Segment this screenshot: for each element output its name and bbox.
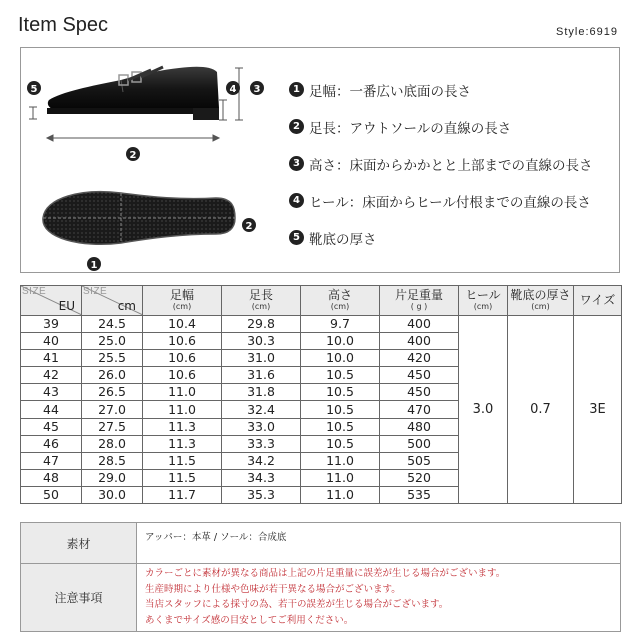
header-heel: ヒール (cm): [459, 286, 508, 316]
legend-item: [289, 71, 619, 108]
table-cell: 11.3: [143, 435, 222, 452]
table-cell: 10.0: [301, 350, 380, 367]
number-badge: 5: [289, 230, 304, 245]
table-cell: 40: [21, 333, 82, 350]
table-cell: 50: [21, 486, 82, 503]
legend-text: ヒール：床面からヒール付根までの直線の長さ: [309, 194, 591, 211]
table-cell: 48: [21, 469, 82, 486]
table-cell: 400: [380, 333, 459, 350]
table-cell: 10.5: [301, 384, 380, 401]
table-cell: 39: [21, 316, 82, 333]
number-badge: 1: [289, 82, 304, 97]
notes-table: [20, 522, 621, 632]
legend-text: 足幅：一番広い底面の長さ: [309, 83, 471, 100]
svg-text:4: 4: [229, 84, 237, 95]
table-cell: 33.0: [222, 418, 301, 435]
measurement-legend: [289, 71, 619, 256]
legend-text: 足長：アウトソールの直線の長さ: [309, 120, 512, 137]
table-cell: 42: [21, 367, 82, 384]
table-cell: 10.0: [301, 333, 380, 350]
header-width-fit: ワイズ: [574, 286, 622, 316]
table-cell: 35.3: [222, 486, 301, 503]
legend-item: [289, 182, 619, 219]
material-value: アッパー：本革 / ソール：合成底: [137, 523, 621, 564]
table-cell: 500: [380, 435, 459, 452]
legend-text: 靴底の厚さ: [309, 231, 377, 248]
header-foot-length: 足長 (cm): [222, 286, 301, 316]
table-cell: 27.5: [82, 418, 143, 435]
table-cell: 34.3: [222, 469, 301, 486]
table-cell: 25.5: [82, 350, 143, 367]
table-cell: 10.6: [143, 333, 222, 350]
table-cell: 47: [21, 452, 82, 469]
table-cell: 28.5: [82, 452, 143, 469]
table-cell: 420: [380, 350, 459, 367]
shoe-sole-view: [43, 192, 235, 245]
shoe-diagram: [21, 48, 301, 272]
table-cell: 480: [380, 418, 459, 435]
table-cell: 31.8: [222, 384, 301, 401]
table-cell: 10.4: [143, 316, 222, 333]
number-badge: 3: [289, 156, 304, 171]
table-cell: 30.0: [82, 486, 143, 503]
diagram-marker-5: [27, 81, 41, 95]
legend-item: [289, 108, 619, 145]
shoe-side-view: [47, 67, 219, 120]
table-cell: 29.0: [82, 469, 143, 486]
header-size-eu: SIZE EU: [21, 286, 82, 316]
table-cell: 9.7: [301, 316, 380, 333]
table-cell: 45: [21, 418, 82, 435]
table-cell: 11.0: [301, 486, 380, 503]
header-height: 高さ (cm): [301, 286, 380, 316]
table-cell: 450: [380, 384, 459, 401]
table-cell: 10.5: [301, 401, 380, 418]
table-cell: 11.0: [301, 469, 380, 486]
header-sole-thickness: 靴底の厚さ (cm): [508, 286, 574, 316]
table-cell: 28.0: [82, 435, 143, 452]
table-cell: 11.0: [301, 452, 380, 469]
table-cell: 30.3: [222, 333, 301, 350]
diagram-marker-1: [87, 257, 101, 271]
table-cell: 11.5: [143, 452, 222, 469]
table-cell: 26.0: [82, 367, 143, 384]
table-cell: 11.3: [143, 418, 222, 435]
table-cell: 11.0: [143, 401, 222, 418]
legend-item: [289, 219, 619, 256]
number-badge: 2: [289, 119, 304, 134]
table-cell: 11.7: [143, 486, 222, 503]
table-cell: 31.0: [222, 350, 301, 367]
table-cell: 470: [380, 401, 459, 418]
diagram-marker-2-side: [126, 147, 140, 161]
caution-line: 当店スタッフによる採寸の為、若干の誤差が生じる場合がございます。: [145, 599, 449, 610]
merged-width-cell: 3E: [574, 316, 622, 504]
table-cell: 10.5: [301, 367, 380, 384]
spec-diagram-box: [20, 47, 620, 273]
table-cell: 10.5: [301, 418, 380, 435]
diagram-marker-2-sole: [242, 218, 256, 232]
diagram-marker-3: [250, 81, 264, 95]
table-cell: 41: [21, 350, 82, 367]
table-cell: 450: [380, 367, 459, 384]
table-cell: 11.0: [143, 384, 222, 401]
table-cell: 10.6: [143, 350, 222, 367]
table-cell: 33.3: [222, 435, 301, 452]
table-cell: 32.4: [222, 401, 301, 418]
header-foot-width: 足幅 (cm): [143, 286, 222, 316]
table-cell: 46: [21, 435, 82, 452]
size-table: [20, 285, 622, 504]
style-code: Style:6919: [556, 26, 618, 38]
svg-text:1: 1: [90, 260, 98, 271]
size-table-body: [21, 316, 622, 504]
table-cell: 535: [380, 486, 459, 503]
table-cell: 43: [21, 384, 82, 401]
table-cell: 520: [380, 469, 459, 486]
merged-heel-cell: 3.0: [459, 316, 508, 504]
table-cell: 400: [380, 316, 459, 333]
table-cell: 10.5: [301, 435, 380, 452]
legend-item: [289, 145, 619, 182]
legend-text: 高さ：床面からかかとと上部までの直線の長さ: [309, 157, 593, 174]
svg-text:2: 2: [245, 221, 253, 232]
header-size-cm: SIZE cm: [82, 286, 143, 316]
table-cell: 24.5: [82, 316, 143, 333]
header-weight: 片足重量 ( g ): [380, 286, 459, 316]
svg-text:3: 3: [253, 84, 261, 95]
caution-notes: [137, 564, 621, 632]
diagram-marker-4: [226, 81, 240, 95]
table-cell: 26.5: [82, 384, 143, 401]
table-cell: 29.8: [222, 316, 301, 333]
caution-line: カラーごとに素材が異なる商品は上記の片足重量に誤差が生じる場合がございます。: [145, 568, 506, 579]
table-cell: 10.6: [143, 367, 222, 384]
caution-label: 注意事項: [21, 564, 137, 632]
table-cell: 34.2: [222, 452, 301, 469]
page-title: Item Spec: [18, 14, 109, 36]
table-cell: 31.6: [222, 367, 301, 384]
table-cell: 11.5: [143, 469, 222, 486]
material-label: 素材: [21, 523, 137, 564]
table-cell: 44: [21, 401, 82, 418]
table-cell: 27.0: [82, 401, 143, 418]
svg-text:2: 2: [129, 150, 137, 161]
table-row: [21, 316, 622, 333]
table-cell: 25.0: [82, 333, 143, 350]
svg-text:5: 5: [30, 84, 38, 95]
merged-sole-cell: 0.7: [508, 316, 574, 504]
table-cell: 505: [380, 452, 459, 469]
number-badge: 4: [289, 193, 304, 208]
caution-line: あくまでサイズ感の目安としてご利用ください。: [145, 614, 354, 626]
caution-line: 生産時期により仕様や色味が若干異なる場合がございます。: [145, 583, 401, 595]
